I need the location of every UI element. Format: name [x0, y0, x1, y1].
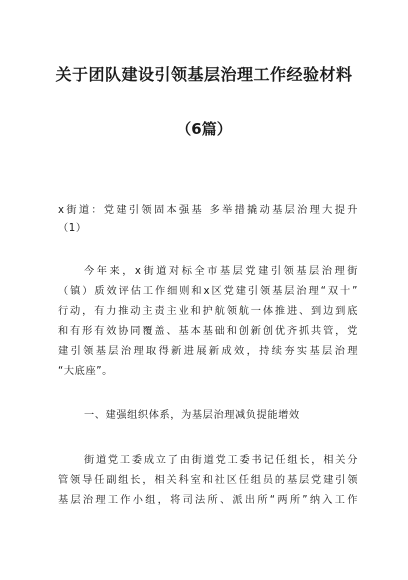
section-heading-line-1: x街道：党建引领固本强基 多举措撬动基层治理大提升 — [58, 205, 358, 216]
paragraph-2-line-1: 街道党工委成立了由街道党工委书记任组长，相关分 — [84, 455, 358, 466]
heading-1: 一、建强组织体系，为基层治理减负提能增效 — [84, 410, 300, 421]
document-subtitle: （6篇） — [176, 120, 232, 138]
section-heading-line-2: （1） — [58, 223, 87, 234]
paragraph-1-line-5: 建引领基层治理取得新进展新成效，持续夯实基层治理 — [58, 346, 358, 357]
paragraph-1-line-3: 行动，有力推动主责主业和护航领航一体推进、到边到底 — [58, 306, 358, 317]
document-title: 关于团队建设引领基层治理工作经验材料 — [55, 65, 353, 84]
paragraph-1-line-4: 和有形有效协同覆盖、基本基础和创新创优齐抓共管，党 — [58, 326, 358, 337]
paragraph-2-line-3: 基层治理工作小组，将司法所、派出所“两所”纳入工作 — [58, 495, 358, 506]
paragraph-1-line-1: 今年来，x街道对标全市基层党建引领基层治理街 — [84, 266, 358, 277]
paragraph-1-line-6: “大底座”。 — [58, 366, 113, 377]
paragraph-1-line-2: （镇）质效评估工作细则和x区党建引领基层治理“双十” — [58, 286, 358, 297]
paragraph-2-line-2: 管领导任副组长，相关科室和社区任组员的基层党建引领 — [58, 475, 358, 486]
